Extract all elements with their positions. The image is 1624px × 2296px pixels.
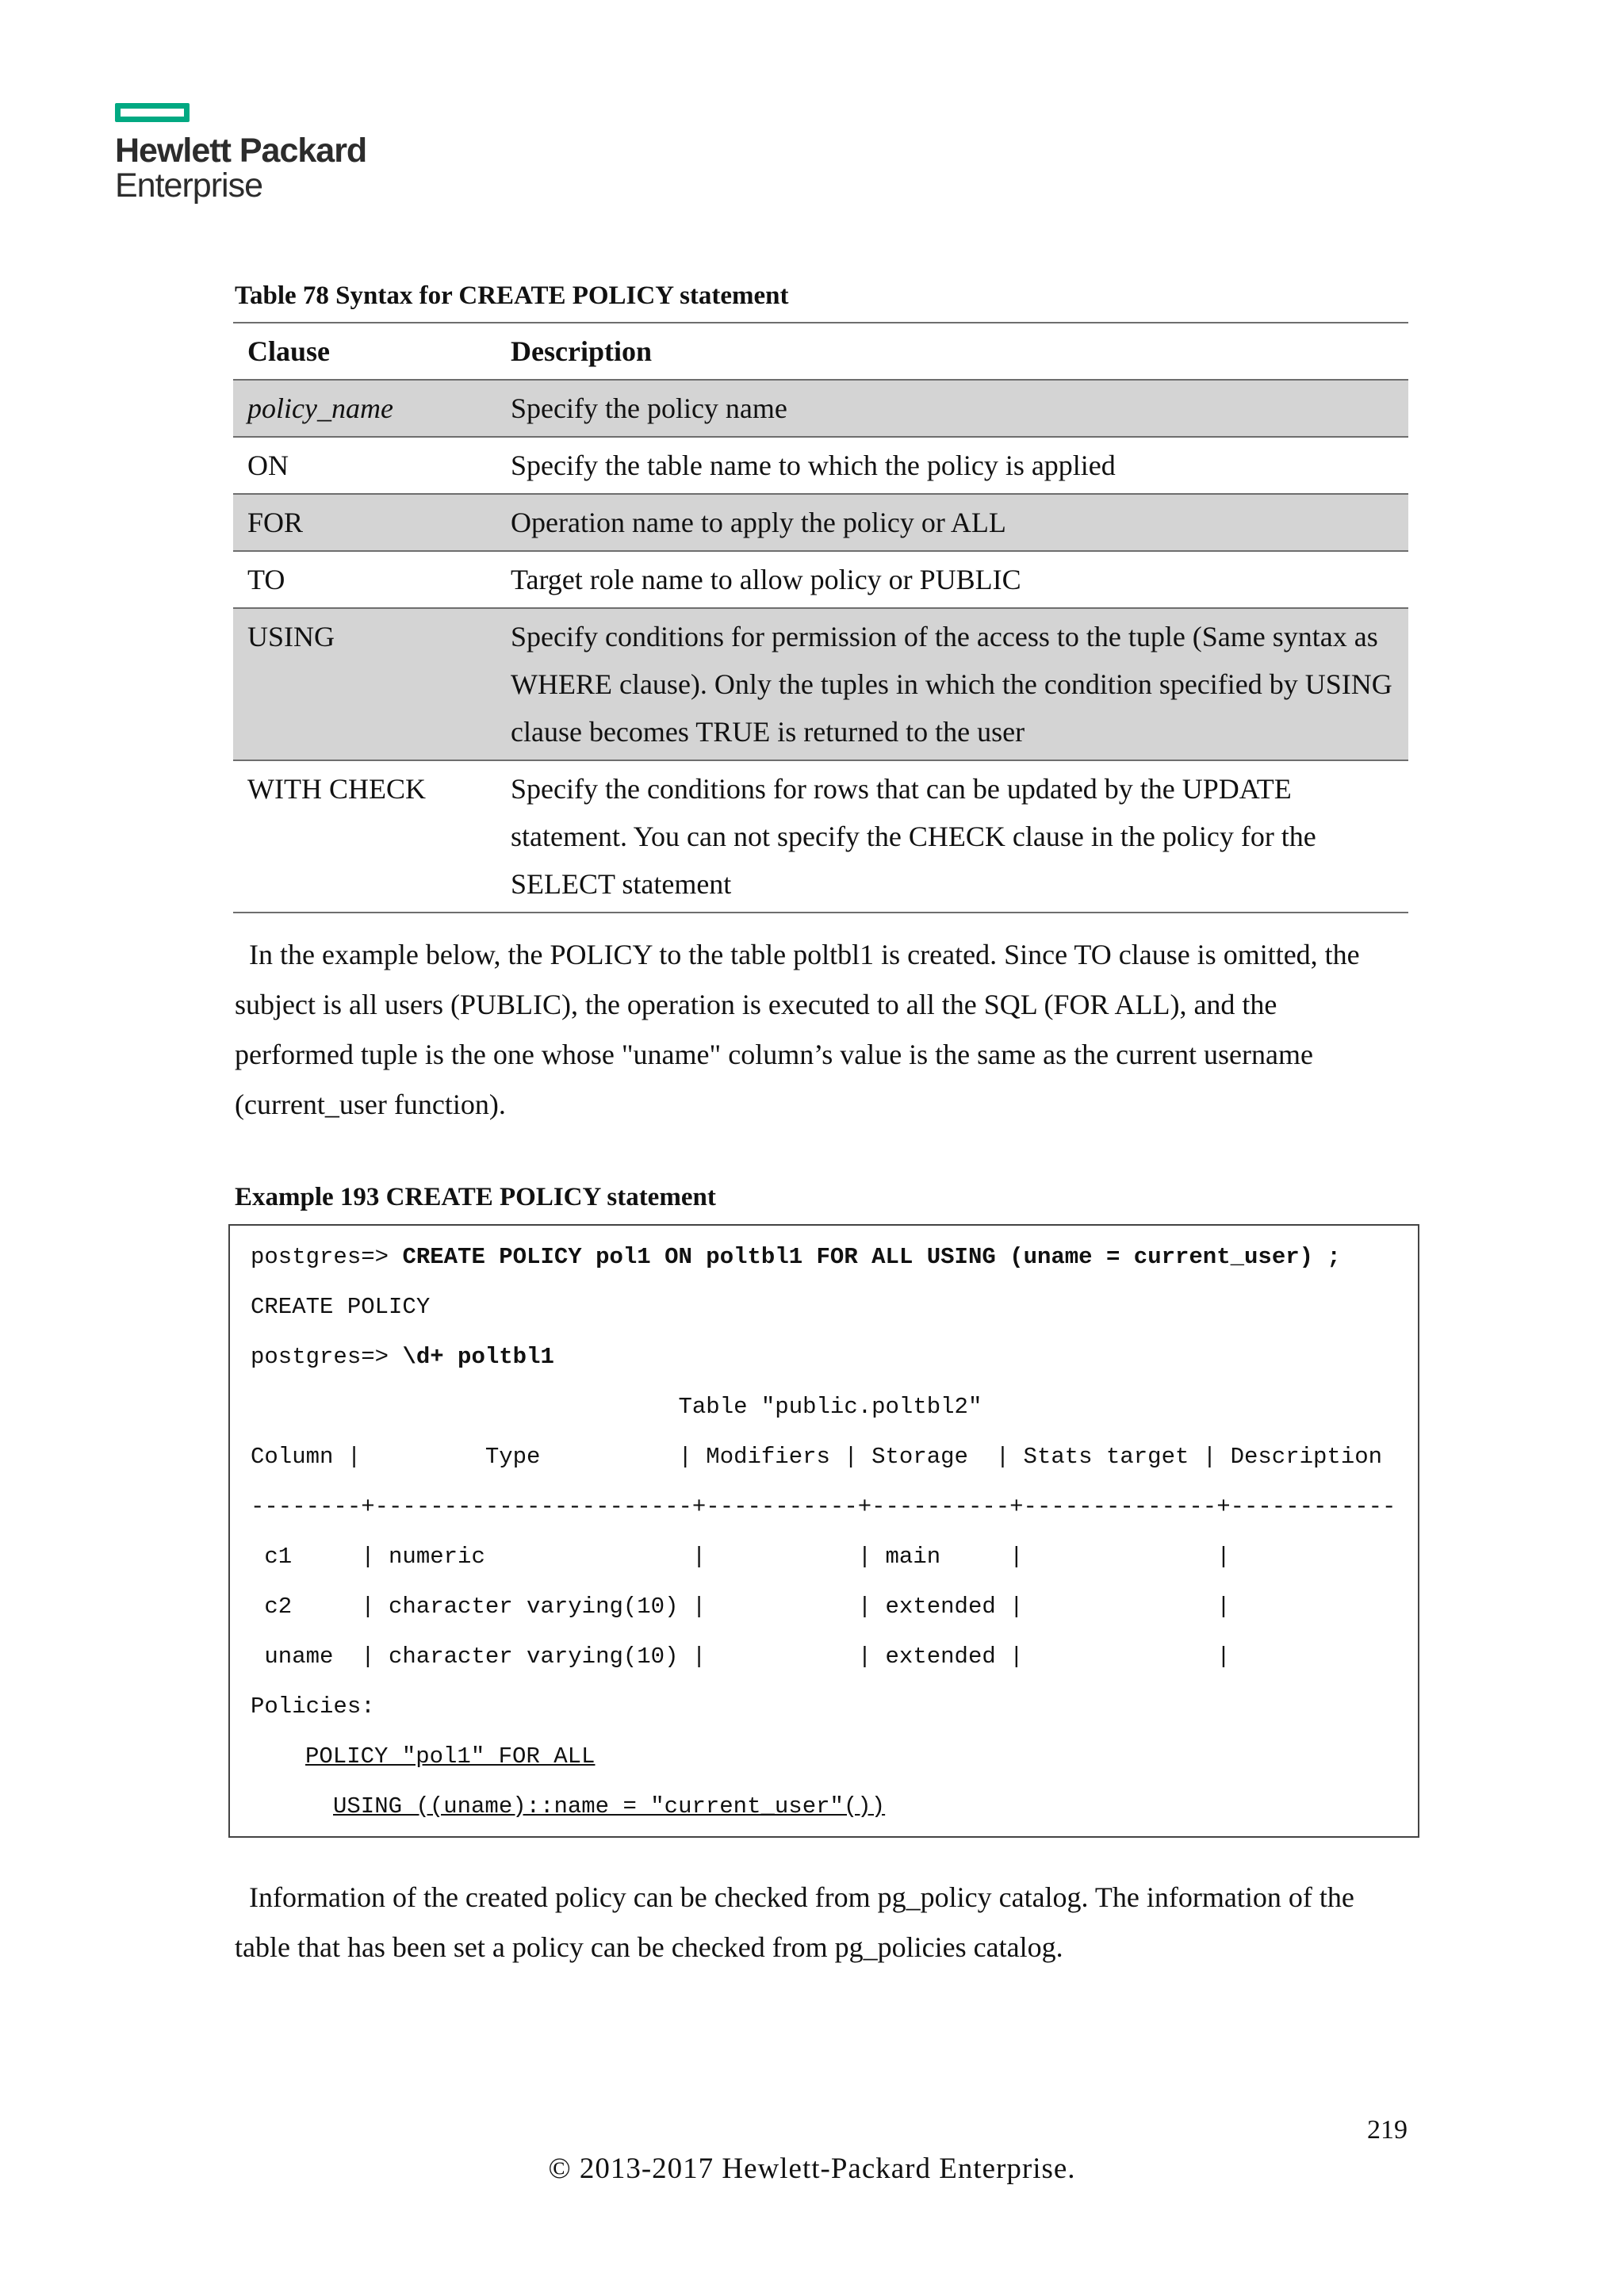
- code-line-header: Column | Type | Modifiers | Storage | Stats target | Description: [251, 1444, 1383, 1470]
- copyright-footer: © 2013-2017 Hewlett-Packard Enterprise.: [548, 2152, 1076, 2185]
- sql-command: CREATE POLICY pol1 ON poltbl1 FOR ALL USING (uname = current_user) ;: [402, 1244, 1341, 1270]
- clause-cell: WITH CHECK: [247, 773, 426, 805]
- table-row: [233, 551, 1408, 608]
- clause-cell: TO: [247, 564, 285, 595]
- syntax-table: [233, 322, 1408, 913]
- describe-command: \d+ poltbl1: [402, 1344, 554, 1370]
- code-line-table-title: Table "public.poltbl2": [251, 1394, 982, 1420]
- code-line-command2: [251, 1341, 554, 1373]
- prompt: postgres=>: [251, 1344, 403, 1370]
- table-row: [233, 494, 1408, 551]
- intro-paragraph: In the example below, the POLICY to the table poltbl1 is created. Since TO clause is omitted, the subject is all users (PUBLIC), the operation is executed to all the SQL (FOR ALL), and the performed tuple is the one whose "uname" column’s value is the same as the current username (current_user function).: [235, 939, 1360, 1120]
- table-caption: Table 78 Syntax for CREATE POLICY statement: [235, 281, 789, 310]
- code-line-row: c1 | numeric | | main | |: [251, 1544, 1231, 1570]
- example-caption: Example 193 CREATE POLICY statement: [235, 1183, 716, 1211]
- page-number: 219: [1367, 2115, 1408, 2145]
- code-line-separator: --------+-----------------------+-----------+----------+--------------+------------: [251, 1494, 1396, 1520]
- logo-text-line2: Enterprise: [115, 166, 262, 205]
- table-row: [233, 760, 1408, 913]
- header-description: Description: [511, 335, 652, 367]
- code-line-using: USING ((uname)::name = "current_user"()): [333, 1793, 886, 1820]
- clause-cell: ON: [247, 450, 289, 481]
- clause-cell: FOR: [233, 494, 496, 551]
- hpe-logo-mark: [115, 103, 190, 122]
- description-cell: Specify the policy name: [496, 380, 1408, 437]
- description-cell: Specify the conditions for rows that can be updated by the UPDATE statement. You can not specify the CHECK clause in the policy for the SELECT statement: [511, 773, 1316, 900]
- code-example-box: [228, 1224, 1419, 1838]
- closing-paragraph: Information of the created policy can be checked from pg_policy catalog. The information of the table that has been set a policy can be checked from pg_policies catalog.: [235, 1881, 1354, 1963]
- code-line-policy: POLICY "pol1" FOR ALL: [305, 1743, 596, 1770]
- code-line-command1: [251, 1242, 1341, 1273]
- table-row: [233, 608, 1408, 760]
- clause-cell: policy_name: [233, 380, 496, 437]
- code-line-row: c2 | character varying(10) | | extended | |: [251, 1594, 1231, 1620]
- table-header-row: [233, 323, 1408, 380]
- code-line-policies-label: Policies:: [251, 1693, 375, 1720]
- header-clause: Clause: [247, 335, 331, 367]
- description-cell: Specify conditions for permission of the access to the tuple (Same syntax as WHERE clause). Only the tuples in which the condition specified by USING clause becomes TRUE is returned to the user: [496, 608, 1408, 760]
- table-row: [233, 380, 1408, 437]
- logo-text-line1: Hewlett Packard: [115, 132, 367, 170]
- prompt: postgres=>: [251, 1244, 403, 1270]
- hpe-logo: [115, 103, 366, 203]
- description-cell: Specify the table name to which the policy is applied: [511, 450, 1116, 481]
- clause-cell: USING: [233, 608, 496, 760]
- code-line-output: CREATE POLICY: [251, 1294, 431, 1320]
- table-row: [233, 437, 1408, 494]
- code-line-row: uname | character varying(10) | | extended | |: [251, 1644, 1231, 1670]
- description-cell: Target role name to allow policy or PUBLIC: [511, 564, 1021, 595]
- description-cell: Operation name to apply the policy or ALL: [496, 494, 1408, 551]
